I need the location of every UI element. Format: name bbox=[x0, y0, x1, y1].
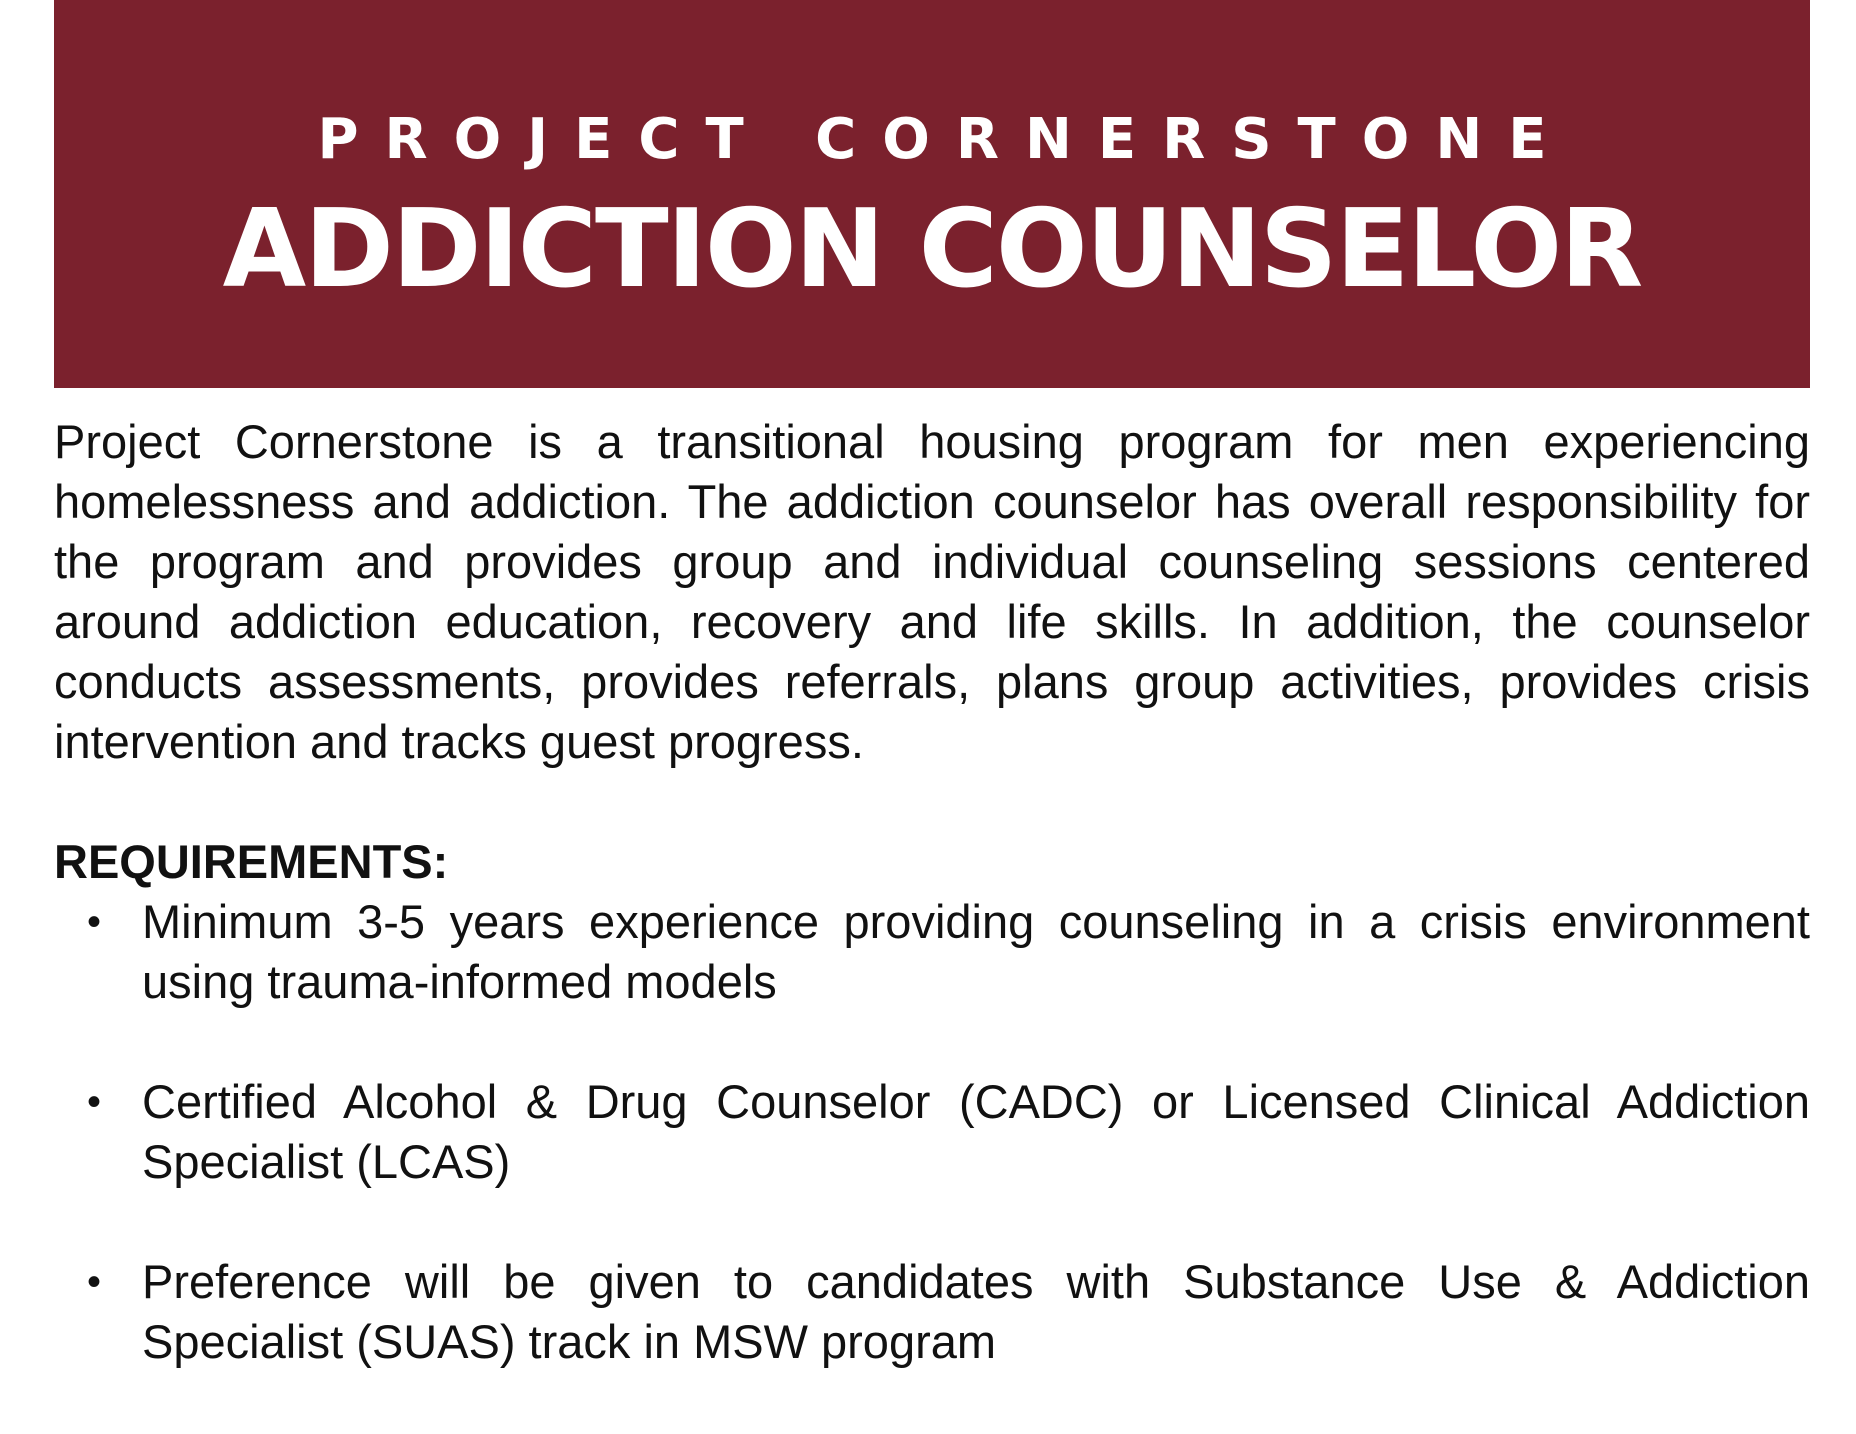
requirement-item bbox=[54, 892, 1810, 1012]
program-name: PROJECT CORNERSTONE bbox=[317, 107, 1573, 172]
requirement-text: Certified Alcohol & Drug Counselor (CADC) or Licensed Clinical Addiction Specialist (LCAS) bbox=[142, 1075, 1810, 1188]
bullet-icon: • bbox=[87, 900, 102, 944]
requirements-heading: REQUIREMENTS: bbox=[54, 835, 449, 888]
bullet-icon: • bbox=[87, 1260, 102, 1304]
requirements-list bbox=[54, 892, 1810, 1372]
intro-paragraph: Project Cornerstone is a transitional housing program for men experiencing homelessness and addiction. The addiction counselor has overall responsibility for the program and provides group and individual counseling sessions centered around addiction education, recovery and life skills. In addition, the counselor conducts assessments, provides referrals, plans group activities, provides crisis intervention and tracks guest progress. bbox=[54, 415, 1810, 768]
requirement-item bbox=[54, 1252, 1810, 1372]
requirement-text: Preference will be given to candidates with Substance Use & Addiction Specialist (SUAS) track in MSW program bbox=[142, 1255, 1810, 1368]
job-title: ADDICTION COUNSELOR bbox=[222, 187, 1642, 312]
requirement-text: Minimum 3-5 years experience providing counseling in a crisis environment using trauma-informed models bbox=[142, 895, 1810, 1008]
bullet-icon: • bbox=[87, 1080, 102, 1124]
requirement-item bbox=[54, 1072, 1810, 1192]
header-banner bbox=[54, 0, 1810, 388]
job-description bbox=[54, 412, 1810, 1372]
